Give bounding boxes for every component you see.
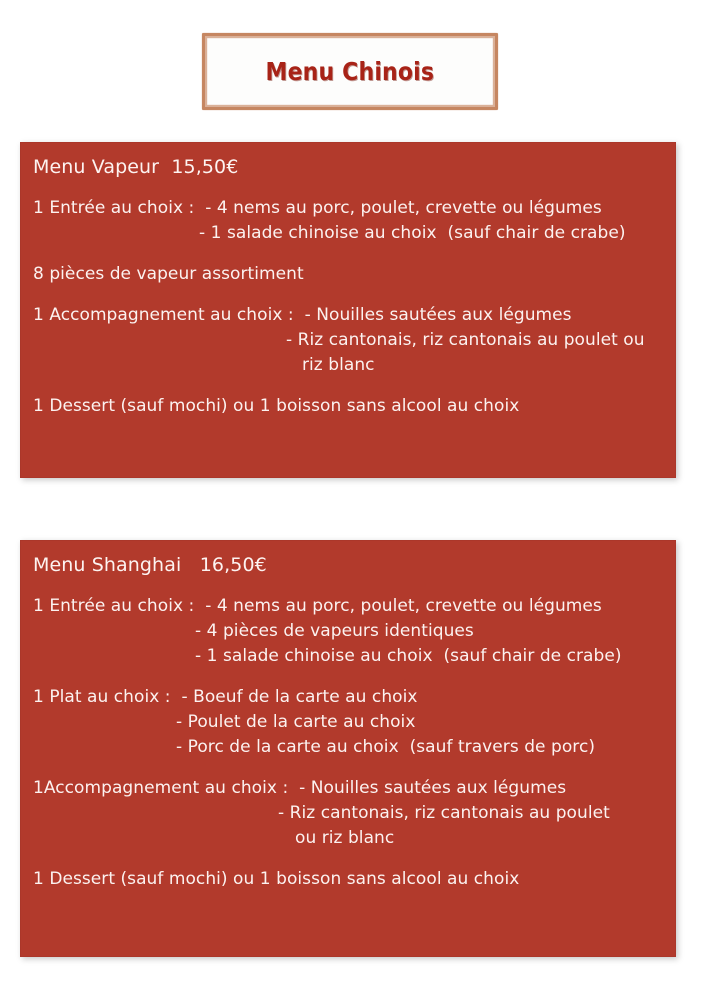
menu-line: 1Accompagnement au choix : - Nouilles sautées aux légumes bbox=[33, 778, 567, 798]
menu-line: - Riz cantonais, riz cantonais au poulet ou bbox=[286, 330, 645, 350]
menu-line: - 1 salade chinoise au choix (sauf chair de crabe) bbox=[199, 223, 626, 243]
menu-panel-vapeur bbox=[20, 142, 676, 478]
menu-title-card bbox=[202, 33, 498, 110]
menu-line: 8 pièces de vapeur assortiment bbox=[33, 264, 304, 284]
menu-line: - Poulet de la carte au choix bbox=[176, 712, 416, 732]
menu-section-vapeur bbox=[33, 262, 662, 287]
menu-line: 1 Dessert (sauf mochi) ou 1 boisson sans alcool au choix bbox=[33, 396, 520, 416]
page-title: Menu Chinois bbox=[265, 57, 435, 86]
menu-line: - 1 salade chinoise au choix (sauf chair de crabe) bbox=[195, 646, 622, 666]
menu-section-accompagnement bbox=[33, 776, 662, 851]
menu-section-dessert bbox=[33, 867, 662, 892]
menu-line: 1 Entrée au choix : - 4 nems au porc, poulet, crevette ou légumes bbox=[33, 596, 602, 616]
menu-line: - Porc de la carte au choix (sauf travers de porc) bbox=[176, 737, 596, 757]
menu-section-accompagnement bbox=[33, 303, 662, 378]
menu-section-dessert bbox=[33, 394, 662, 419]
menu-line: - 4 pièces de vapeurs identiques bbox=[195, 621, 474, 641]
menu-heading-shanghai: Menu Shanghai 16,50€ bbox=[33, 554, 267, 576]
menu-line: 1 Dessert (sauf mochi) ou 1 boisson sans alcool au choix bbox=[33, 869, 520, 889]
menu-heading-vapeur: Menu Vapeur 15,50€ bbox=[33, 156, 239, 178]
menu-line: riz blanc bbox=[302, 355, 375, 375]
menu-line: ou riz blanc bbox=[295, 828, 395, 848]
menu-line: - Riz cantonais, riz cantonais au poulet bbox=[278, 803, 610, 823]
menu-line: 1 Entrée au choix : - 4 nems au porc, poulet, crevette ou légumes bbox=[33, 198, 602, 218]
menu-section-entree bbox=[33, 594, 662, 669]
menu-panel-shanghai bbox=[20, 540, 676, 957]
menu-line: 1 Plat au choix : - Boeuf de la carte au choix bbox=[33, 687, 418, 707]
menu-section-entree bbox=[33, 196, 662, 246]
menu-panel-vapeur-content bbox=[20, 142, 676, 429]
menu-panel-shanghai-content bbox=[20, 540, 676, 902]
menu-line: 1 Accompagnement au choix : - Nouilles sautées aux légumes bbox=[33, 305, 572, 325]
menu-section-plat bbox=[33, 685, 662, 760]
